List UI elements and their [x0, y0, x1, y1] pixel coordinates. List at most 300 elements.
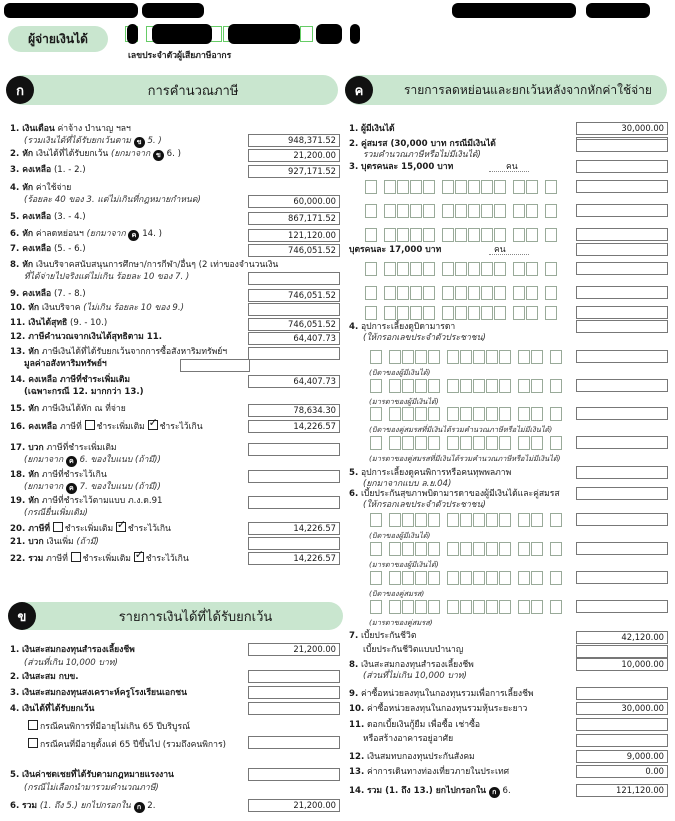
section-c-row-4: [349, 245, 506, 256]
housing-interest-field[interactable]: [576, 734, 668, 747]
section-c-badge: ค: [345, 76, 373, 104]
row-label: ภาษีที่ชำระเพิ่มเติม: [59, 375, 131, 385]
section-c-row-7-sub: [363, 500, 486, 511]
section-a-row-21: [10, 537, 99, 548]
section-b-value-4[interactable]: [248, 702, 340, 715]
parent-caption: (มารดาของคู่สมรสที่มีเงินได้รวมคำนวณภาษีหรือไม่มีเงินได้): [369, 454, 561, 463]
section-a-row-18-sub: [24, 482, 161, 494]
row-tail: 2.: [147, 801, 156, 811]
row-label: เงินสมทบกองทุนประกันสังคม: [366, 752, 475, 762]
redacted-taxid-2: [152, 24, 212, 44]
row-number-label: 12.: [349, 752, 365, 762]
section-b-value-1[interactable]: 21,200.00: [248, 643, 340, 656]
checkbox-unchecked[interactable]: [85, 420, 95, 430]
section-c-row-5: [349, 322, 455, 333]
row-number-label: 5.: [10, 770, 20, 780]
section-c-row-2-sub: [363, 150, 481, 161]
section-c-row-8: [349, 631, 416, 642]
row-label: เงินสะสมกองทุนสำรองเลี้ยงชีพ: [21, 645, 135, 655]
checkbox-unchecked[interactable]: [28, 738, 38, 748]
section-a-row-3: [10, 165, 86, 176]
hi-parent-id-3[interactable]: [370, 571, 563, 585]
section-c-row-1: [349, 124, 395, 135]
row-number-label: 4. หัก: [10, 183, 34, 193]
section-c-value-9[interactable]: 10,000.00: [576, 658, 668, 671]
section-a-row-13: [10, 347, 227, 358]
hi-parent-id-4[interactable]: [370, 600, 563, 614]
row-number-label: 22. รวม: [10, 554, 44, 564]
row-sub: (กรณีไม่เลือกนำมารวมคำนวณภาษี): [24, 783, 159, 793]
section-c-row-13: [349, 752, 475, 763]
row-label: รวม: [21, 801, 38, 811]
redacted-taxid-3: [228, 24, 300, 44]
row-number-label: 14. คงเหลือ: [10, 375, 58, 385]
section-ref-icon: ก: [134, 802, 145, 813]
section-a-value-7[interactable]: 746,051.52: [248, 244, 340, 257]
section-a-row-14: [10, 375, 130, 386]
checkbox-label: ชำระเพิ่มเติม: [82, 554, 134, 564]
row-label: บุตรคนละ 15,000 บาท: [360, 162, 454, 172]
section-a-value-6[interactable]: 121,120.00: [248, 229, 340, 242]
section-a-value-14[interactable]: 64,407.73: [248, 375, 340, 388]
row-number-label: 12. ภาษีคำนวณจากเงินได้สุทธิตาม 11.: [10, 332, 163, 342]
row-tail: คน: [505, 162, 518, 172]
section-a-row-5: [10, 212, 86, 223]
section-a-row-22: [10, 552, 189, 565]
row-label: ภาษีที่ชำระเพิ่มเติม: [46, 443, 117, 453]
row-number-label: 6.: [349, 489, 359, 499]
row-sub: (ยกมาจากแบบ ล.ย.04): [363, 479, 452, 489]
section-c-row-10: [349, 689, 534, 700]
row-number-label: 3.: [10, 688, 20, 698]
row-number-label: 2.: [10, 672, 20, 682]
section-a-value-17[interactable]: [248, 443, 340, 456]
section-a-row-13-sub: [24, 359, 107, 370]
row-sub: (ยกมาจาก: [24, 482, 64, 492]
section-c-value-10[interactable]: [576, 687, 668, 700]
parent-id-1[interactable]: [370, 350, 563, 364]
tax-id-label: เลขประจำตัวผู้เสียภาษีอากร: [128, 51, 232, 61]
section-b-badge: ข: [8, 602, 36, 630]
row-sub: ที่ได้จ่ายไปจริงแต่ไม่เกิน ร้อยละ 10 ของ 7. ): [24, 272, 190, 282]
section-a-value-4[interactable]: 60,000.00: [248, 195, 340, 208]
section-a-value-21[interactable]: [248, 537, 340, 550]
child-15000-id-3[interactable]: [365, 228, 558, 242]
checkbox-label: ชำระไว้เกิน: [145, 554, 189, 564]
row-label: ค่าซื้อหน่วยลงทุนในกองทุนรวมเพื่อการเลี้ยงชีพ: [360, 689, 534, 699]
row-number-label: 18. หัก: [10, 470, 40, 480]
section-a-value-22[interactable]: 14,226.57: [248, 552, 340, 565]
row-number-label: 11. เงินได้สุทธิ: [10, 318, 68, 328]
child-count-line[interactable]: [489, 254, 529, 255]
redacted-taxid-1: [127, 24, 138, 44]
parent-caption-3: [369, 424, 552, 435]
section-a-row-18: [10, 470, 107, 481]
parent-caption: (มารดาของผู้มีเงินได้): [369, 397, 439, 406]
section-c-row-8-sub: [363, 645, 463, 656]
row-sub-tail: 5. ): [147, 136, 162, 146]
row-number-label: 1.: [349, 124, 359, 134]
section-c-row-11: [349, 704, 527, 715]
child-17000-amount-2[interactable]: [576, 286, 668, 299]
parent-caption: (บิดาของผู้มีเงินได้): [369, 368, 431, 377]
row-tail: คน: [493, 245, 506, 255]
row-sub: รวมคำนวณภาษีหรือไม่มีเงินได้): [363, 150, 481, 160]
hi-parent-caption: (มารดาของคู่สมรส): [369, 618, 433, 627]
row-number-label: 15. หัก: [10, 404, 40, 414]
hi-parent-caption: (บิดาของผู้มีเงินได้): [369, 531, 431, 540]
section-c-value-4[interactable]: [576, 243, 668, 256]
row-label: เงินบริจาคสนับสนุนการศึกษา/การกีฬา/อื่นๆ (2 เท่าของจำนวนเงิน: [35, 260, 279, 270]
row-sub: หรือสร้างอาคารอยู่อาศัย: [363, 734, 454, 744]
row-label: คู่สมรส (30,000 บาท กรณีมีเงินได้: [360, 139, 496, 149]
hi-parent-id-2[interactable]: [370, 542, 563, 556]
section-a-value-12[interactable]: 64,407.73: [248, 332, 340, 345]
section-c-value-1[interactable]: 30,000.00: [576, 122, 668, 135]
row-number-label: 1.: [10, 645, 20, 655]
section-a-value-8[interactable]: [248, 272, 340, 285]
row-number-label: 14.: [349, 786, 365, 796]
row-sub: (ให้กรอกเลขประจำตัวประชาชน): [363, 500, 486, 510]
row-label: เงินสะสมกองทุนสงเคราะห์ครูโรงเรียนเอกชน: [21, 688, 187, 698]
row-label: ค่าลดหย่อนฯ: [35, 229, 84, 239]
row-sub-tail: 7. ของใบแนบ (ถ้ามี)): [79, 482, 161, 492]
row-number-label: 6. หัก: [10, 229, 34, 239]
section-b-row-6: [10, 801, 155, 813]
row-note: (ยกมาจาก: [86, 229, 126, 239]
section-b-header: รายการเงินได้ที่ได้รับยกเว้น: [8, 602, 343, 630]
row-number-label: 1. เงินเดือน: [10, 124, 55, 134]
row-note: (ไม่เกิน ร้อยละ 10 ของ 9.): [83, 303, 184, 313]
section-c-value-12[interactable]: [576, 718, 668, 731]
section-a-row-8: [10, 260, 278, 271]
annuity-insurance-field[interactable]: [576, 645, 668, 658]
row-label: อุปการะเลี้ยงดูคนพิการหรือคนทุพพลภาพ: [360, 468, 512, 478]
section-b-row-5-sub: [24, 783, 159, 794]
redacted-name-4: [586, 3, 650, 18]
row-label: (3. - 4.): [53, 212, 86, 222]
section-c-value-8[interactable]: 42,120.00: [576, 631, 668, 644]
section-c-row-9: [349, 660, 474, 671]
parent-caption-4: [369, 453, 561, 464]
section-a-row-2: [10, 149, 181, 161]
hi-parent-amount-1[interactable]: [576, 513, 668, 526]
row-label: ดอกเบี้ยเงินกู้ยืม เพื่อซื้อ เช่าซื้อ: [366, 720, 481, 730]
row-label: (5. - 6.): [53, 244, 86, 254]
checkbox-label: ชำระไว้เกิน: [127, 524, 171, 534]
section-c-row-5-sub: [363, 333, 486, 344]
section-a-row-20: [10, 522, 171, 535]
row-label: เงินได้ที่ได้รับยกเว้น: [35, 149, 109, 159]
row-label: เบี้ยประกันสุขภาพบิดามารดาของผู้มีเงินได้และคู่สมรส: [360, 489, 560, 499]
checkbox-unchecked[interactable]: [71, 552, 81, 562]
section-c-row-6: [349, 468, 511, 479]
payer-label: ผู้จ่ายเงินได้: [8, 26, 108, 52]
section-a-row-7: [10, 244, 86, 255]
section-b-row-1: [10, 645, 135, 656]
section-a-value-16[interactable]: 14,226.57: [248, 420, 340, 433]
row-sub: มูลค่าอสังหาริมทรัพย์ฯ: [24, 359, 107, 369]
section-b-row-4: [10, 704, 94, 715]
checkbox-unchecked[interactable]: [28, 720, 38, 730]
section-a-badge: ก: [6, 76, 34, 104]
section-a-value-10[interactable]: [248, 303, 340, 316]
spouse-field[interactable]: [576, 139, 668, 152]
child-15000-id-1[interactable]: [365, 180, 558, 194]
row-number-label: 9. คงเหลือ: [10, 289, 52, 299]
row-number-label: 19. หัก: [10, 496, 40, 506]
section-a-row-8-sub: [24, 272, 189, 283]
row-sub: (รวมเงินได้ที่ได้รับยกเว้นตาม: [24, 136, 131, 146]
section-a-row-19: [10, 496, 163, 507]
section-c-row-14: [349, 767, 509, 778]
row-number-label: 13. หัก: [10, 347, 40, 357]
row-number-label: 17. บวก: [10, 443, 44, 453]
row-label: เงินสะสม กบข.: [21, 672, 79, 682]
section-c-value-6[interactable]: [576, 466, 668, 479]
row-label: รวม (1. ถึง 13.) ยกไปกรอกใน: [366, 786, 487, 796]
section-a-row-10: [10, 303, 184, 314]
row-label: ภาษีเงินได้ที่ได้รับยกเว้นจากการซื้อสังหาริมทรัพย์ฯ: [41, 347, 228, 357]
row-sub: (ร้อยละ 40 ของ 3. แต่ไม่เกินที่กฎหมายกำหนด): [24, 195, 201, 205]
section-ref-icon: ข: [153, 150, 164, 161]
section-c-row-7: [349, 489, 560, 500]
row-number-label: 4.: [10, 704, 20, 714]
section-b-row-5: [10, 770, 174, 781]
section-a-row-15: [10, 404, 126, 415]
section-b-value-6[interactable]: 21,200.00: [248, 799, 340, 812]
parent-caption: (บิดาของคู่สมรสที่มีเงินได้รวมคำนวณภาษีหรือไม่มีเงินได้): [369, 425, 553, 434]
row-sub: (ส่วนที่เกิน 10,000 บาท): [24, 658, 118, 668]
row-label: (9. - 10.): [70, 318, 108, 328]
section-ref-icon: ค: [66, 456, 77, 467]
parent-amount-2[interactable]: [576, 379, 668, 392]
redacted-taxid-4: [316, 24, 342, 44]
row-number-label: 20. ภาษีที่: [10, 524, 51, 534]
row-note: (1. ถึง 5.) ยกไปกรอกใน: [39, 801, 131, 811]
row-label: (7. - 8.): [53, 289, 86, 299]
section-b-value-2[interactable]: [248, 670, 340, 683]
row-note: (ยกมาจาก: [111, 149, 151, 159]
child-17000-amount-3[interactable]: [576, 306, 668, 319]
row-label: ค่าใช้จ่าย: [35, 183, 72, 193]
redacted-name-2: [142, 3, 204, 18]
hi-parent-caption-4: [369, 617, 433, 628]
hi-parent-caption: (มารดาของผู้มีเงินได้): [369, 560, 439, 569]
row-label: ค่าซื้อหน่วยลงทุนในกองทุนรวมหุ้นระยะยาว: [366, 704, 528, 714]
child-15000-id-2[interactable]: [365, 204, 558, 218]
exempt-option-value[interactable]: [248, 736, 340, 749]
section-c-row-2: [349, 139, 496, 150]
parent-id-3[interactable]: [370, 407, 563, 421]
row-label: ภาษีที่: [59, 422, 82, 432]
section-a-row-4: [10, 183, 71, 194]
parent-caption-1: [369, 367, 430, 378]
row-label: อุปการะเลี้ยงดูบิดามารดา: [360, 322, 456, 332]
section-c-value-15[interactable]: 121,120.00: [576, 784, 668, 797]
section-b-value-3[interactable]: [248, 686, 340, 699]
parent-id-4[interactable]: [370, 436, 563, 450]
row-label: เงินค่าชดเชยที่ได้รับตามกฎหมายแรงงาน: [21, 770, 174, 780]
row-label: ภาษีเงินได้หัก ณ ที่จ่าย: [41, 404, 126, 414]
section-c-row-9-sub: [363, 671, 467, 682]
row-number-label: 9.: [349, 689, 359, 699]
section-a-value-15[interactable]: 78,634.30: [248, 404, 340, 417]
row-label: ภาษีที่: [46, 554, 68, 564]
parent-amount-3[interactable]: [576, 407, 668, 420]
row-number-label: 8.: [349, 660, 359, 670]
row-tail: 6. ): [166, 149, 181, 159]
section-a-value-19[interactable]: [248, 496, 340, 509]
section-c-row-12: [349, 720, 480, 731]
hi-parent-caption-3: [369, 588, 424, 599]
parent-amount-1[interactable]: [576, 350, 668, 363]
row-sub: (กรณียื่นเพิ่มเติม): [24, 508, 88, 518]
checkbox-checked[interactable]: [116, 522, 126, 532]
child-17000-id-3[interactable]: [365, 306, 558, 320]
section-c-value-13[interactable]: 9,000.00: [576, 750, 668, 763]
section-c-value-5[interactable]: [576, 320, 668, 333]
section-a-value-20[interactable]: 14,226.57: [248, 522, 340, 535]
row-label: เงินบริจาค: [41, 303, 81, 313]
row-sub-tail: 6. ของใบแนบ (ถ้ามี)): [79, 455, 161, 465]
section-a-header: การคำนวณภาษี: [8, 75, 338, 105]
redacted-name-1: [4, 3, 138, 18]
section-a-value-1[interactable]: 948,371.52: [248, 134, 340, 147]
row-label: เบี้ยประกันชีวิต: [360, 631, 417, 641]
row-label: เงินได้ที่ได้รับยกเว้น: [21, 704, 95, 714]
section-a-row-16: [10, 420, 203, 433]
checkbox-checked[interactable]: [134, 552, 144, 562]
section-c-value-7[interactable]: [576, 487, 668, 500]
section-ref-icon: ค: [128, 230, 139, 241]
row-number-label: 5.: [349, 468, 359, 478]
row-number-label: 6.: [10, 801, 20, 811]
section-b-value-5[interactable]: [248, 768, 340, 781]
section-c-value-3[interactable]: [576, 160, 668, 173]
checkbox-label: กรณีคนที่มีอายุตั้งแต่ 65 ปีขึ้นไป (รวมถึงคนพิการ): [40, 740, 226, 750]
row-number-label: 2.: [349, 139, 359, 149]
child-15000-amount-1[interactable]: [576, 180, 668, 193]
section-a-value-9[interactable]: 746,051.52: [248, 289, 340, 302]
parent-amount-4[interactable]: [576, 436, 668, 449]
child-17000-id-2[interactable]: [365, 286, 558, 300]
section-a-row-1-sub: [24, 136, 162, 148]
section-a-value-13[interactable]: [248, 347, 340, 360]
hi-parent-amount-2[interactable]: [576, 542, 668, 555]
row-number-label: 13.: [349, 767, 365, 777]
row-number-label: 8. หัก: [10, 260, 34, 270]
exempt-option-2: [28, 738, 226, 751]
row-tail: 6.: [502, 786, 511, 796]
row-number-label: 5. คงเหลือ: [10, 212, 52, 222]
hi-parent-caption: (บิดาของคู่สมรส): [369, 589, 425, 598]
row-number-label: 10. หัก: [10, 303, 40, 313]
row-label: ค่าจ้าง บำนาญ ฯลฯ: [57, 124, 131, 134]
section-b-row-1-sub: [24, 658, 118, 669]
row-label: (1. - 2.): [53, 165, 86, 175]
row-number-label: 7. คงเหลือ: [10, 244, 52, 254]
parent-id-2[interactable]: [370, 379, 563, 393]
redacted-taxid-5: [350, 24, 360, 44]
section-a-row-9: [10, 289, 86, 300]
section-a-value-18[interactable]: [248, 470, 340, 483]
hi-parent-amount-3[interactable]: [576, 571, 668, 584]
row-label: เงินเพิ่ม: [46, 537, 74, 547]
child-15000-amount-2[interactable]: [576, 204, 668, 217]
section-ref-icon: ก: [489, 787, 500, 798]
row-sub: (เฉพาะกรณี 12. มากกว่า 13.): [24, 387, 144, 397]
row-label: เงินสะสมกองทุนสำรองเลี้ยงชีพ: [360, 660, 474, 670]
section-a-value-3[interactable]: 927,171.52: [248, 165, 340, 178]
section-b-row-3: [10, 688, 187, 699]
section-a-row-12: [10, 332, 162, 343]
section-c-value-11[interactable]: 30,000.00: [576, 702, 668, 715]
child-15000-amount-3[interactable]: [576, 228, 668, 241]
section-a-row-11: [10, 318, 107, 329]
row-sub: (ส่วนที่ไม่เกิน 10,000 บาท): [363, 671, 467, 681]
checkbox-label: กรณีคนพิการที่มีอายุไม่เกิน 65 ปีบริบูรณ์: [40, 722, 191, 732]
child-17000-id-1[interactable]: [365, 262, 558, 276]
hi-parent-caption-1: [369, 530, 430, 541]
checkbox-unchecked[interactable]: [53, 522, 63, 532]
property-value-field[interactable]: [180, 359, 250, 372]
section-a-row-19-sub: [24, 508, 88, 519]
row-sub: เบี้ยประกันชีวิตแบบบำนาญ: [363, 645, 464, 655]
row-number-label: 10.: [349, 704, 365, 714]
row-number-label: 21. บวก: [10, 537, 44, 547]
row-number-label: 4.: [349, 322, 359, 332]
checkbox-label: ชำระไว้เกิน: [159, 422, 203, 432]
row-number-label: 3. คงเหลือ: [10, 165, 52, 175]
row-label: ค่าการเดินทางท่องเที่ยวภายในประเทศ: [366, 767, 510, 777]
hi-parent-caption-2: [369, 559, 439, 570]
section-a-row-14-sub: [24, 387, 144, 398]
row-tail: 14. ): [142, 229, 162, 239]
row-number-label: 11.: [349, 720, 365, 730]
child-17000-amount-1[interactable]: [576, 262, 668, 275]
row-label: บุตรคนละ 17,000 บาท: [349, 245, 442, 255]
checkbox-label: ชำระเพิ่มเติม: [64, 524, 116, 534]
section-ref-icon: ข: [134, 137, 145, 148]
hi-parent-id-1[interactable]: [370, 513, 563, 527]
parent-caption-2: [369, 396, 439, 407]
section-c-header: รายการลดหย่อนและยกเว้นหลังจากหักค่าใช้จ่าย: [345, 75, 667, 105]
row-sub: (ให้กรอกเลขประจำตัวประชาชน): [363, 333, 486, 343]
hi-parent-amount-4[interactable]: [576, 600, 668, 613]
redacted-name-3: [452, 3, 576, 18]
section-a-value-11[interactable]: 746,051.52: [248, 318, 340, 331]
row-label: ภาษีที่ชำระไว้ตามแบบ ภ.ง.ด.91: [41, 496, 163, 506]
row-label: ผู้มีเงินได้: [360, 124, 395, 134]
row-number-label: 2. หัก: [10, 149, 34, 159]
row-number-label: 3.: [349, 162, 359, 172]
exempt-option-1: [28, 720, 190, 733]
section-a-row-4-sub: [24, 195, 201, 206]
section-a-row-17-sub: [24, 455, 161, 467]
row-number-label: 7.: [349, 631, 359, 641]
section-a-value-5[interactable]: 867,171.52: [248, 212, 340, 225]
section-b-row-2: [10, 672, 79, 683]
row-sub: (ยกมาจาก: [24, 455, 64, 465]
section-c-value-14[interactable]: 0.00: [576, 765, 668, 778]
checkbox-checked[interactable]: [148, 420, 158, 430]
section-a-value-2[interactable]: 21,200.00: [248, 149, 340, 162]
section-a-row-1: [10, 124, 131, 135]
section-a-row-17: [10, 443, 117, 454]
child-count-line[interactable]: [489, 171, 529, 172]
section-c-row-15: [349, 786, 511, 798]
